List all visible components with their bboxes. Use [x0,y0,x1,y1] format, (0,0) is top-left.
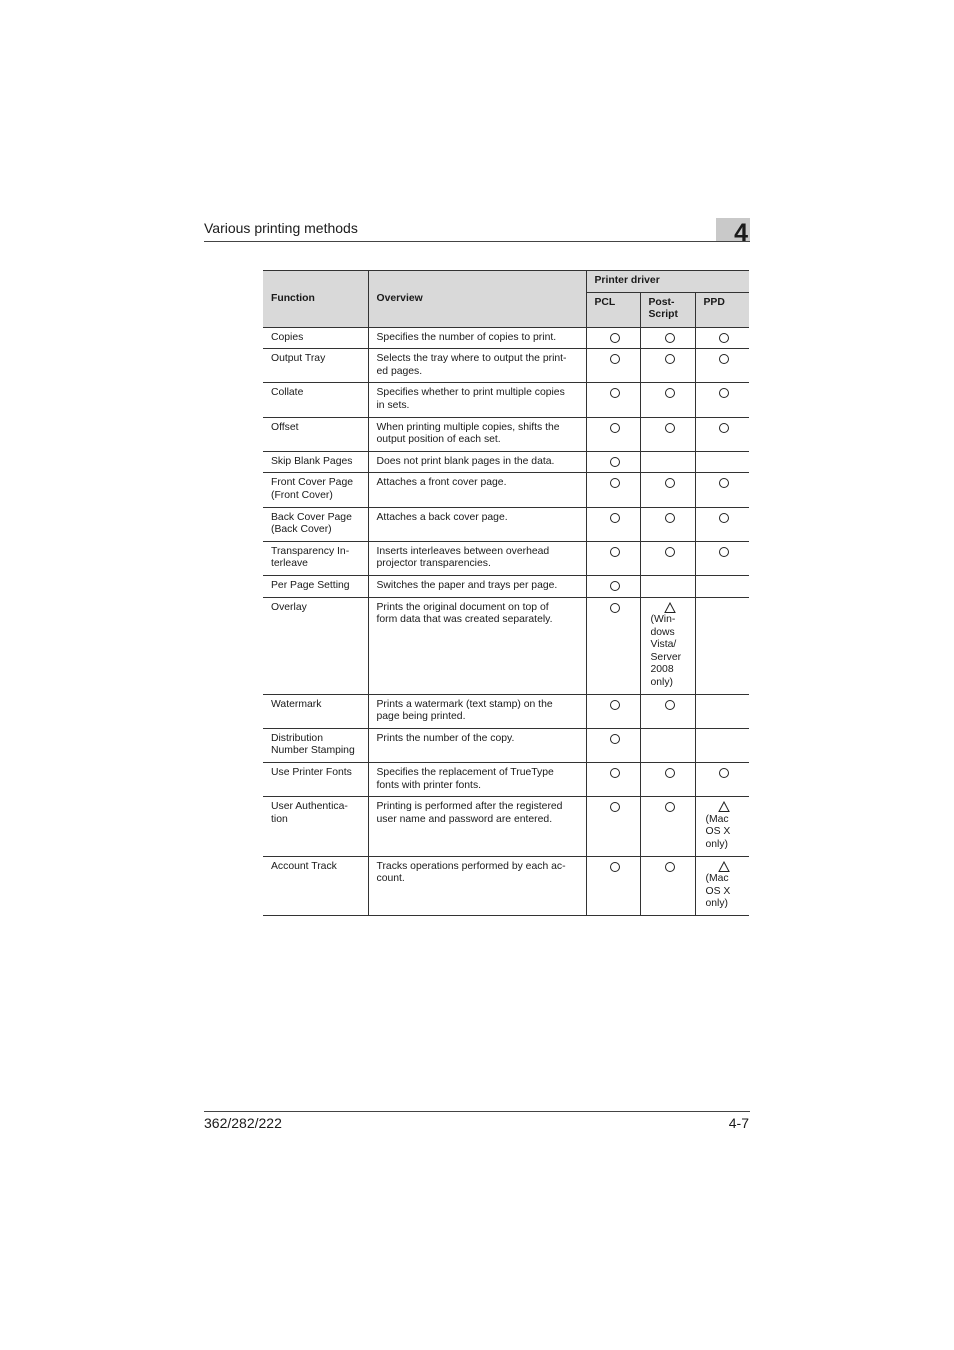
supported-circle-icon [595,861,636,874]
postscript-support-cell [640,575,695,597]
header-pcl: PCL [586,292,640,327]
ppd-support-cell [695,797,749,856]
ppd-support-cell [695,507,749,541]
table-row [263,541,749,575]
function-cell: Collate [263,383,368,417]
pcl-support-cell [586,507,640,541]
postscript-support-cell [640,856,695,915]
supported-circle-icon [595,512,636,525]
table-row [263,451,749,473]
function-cell: Back Cover Page (Back Cover) [263,507,368,541]
overview-cell: When printing multiple copies, shifts the output position of each set. [368,417,586,451]
header-postscript: Post- Script [640,292,695,327]
supported-circle-icon [649,332,691,345]
overview-cell: Tracks operations performed by each ac- count. [368,856,586,915]
postscript-support-cell [640,694,695,728]
supported-circle-icon [704,353,746,366]
ppd-support-cell [695,575,749,597]
page-header-title: Various printing methods [204,220,358,236]
function-cell: Offset [263,417,368,451]
function-cell: Copies [263,327,368,349]
supported-circle-icon [595,767,636,780]
header-ppd: PPD [695,292,749,327]
ppd-support-cell [695,728,749,762]
postscript-support-cell [640,597,695,694]
table-row [263,575,749,597]
pcl-support-cell [586,797,640,856]
postscript-support-cell [640,797,695,856]
overview-cell: Specifies the number of copies to print. [368,327,586,349]
header-rule [204,241,750,242]
ppd-support-cell [695,541,749,575]
table-row [263,597,749,694]
overview-cell: Specifies whether to print multiple copies in sets. [368,383,586,417]
supported-circle-icon [649,512,691,525]
partial-triangle-icon [649,602,691,615]
supported-circle-icon [704,332,746,345]
footer-model-number: 362/282/222 [204,1115,282,1131]
pcl-support-cell [586,694,640,728]
ppd-support-cell [695,763,749,797]
ppd-support-cell [695,349,749,383]
function-cell: Watermark [263,694,368,728]
footer-page-number: 4-7 [728,1115,749,1131]
supported-circle-icon [595,353,636,366]
postscript-support-cell [640,383,695,417]
supported-circle-icon [595,602,636,615]
table-row [263,507,749,541]
function-cell: Transparency In- terleave [263,541,368,575]
postscript-support-cell [640,417,695,451]
supported-circle-icon [595,477,636,490]
overview-cell: Attaches a back cover page. [368,507,586,541]
pcl-support-cell [586,349,640,383]
ppd-support-cell [695,417,749,451]
table-row [263,694,749,728]
overview-cell: Inserts interleaves between overhead projector transparencies. [368,541,586,575]
partial-triangle-icon [704,801,746,814]
postscript-support-cell [640,349,695,383]
supported-circle-icon [595,456,636,469]
table-row [263,417,749,451]
function-table [263,270,749,916]
supported-circle-icon [595,546,636,559]
overview-cell: Attaches a front cover page. [368,473,586,507]
supported-circle-icon [649,353,691,366]
postscript-support-cell [640,541,695,575]
overview-cell: Does not print blank pages in the data. [368,451,586,473]
pcl-support-cell [586,597,640,694]
table-body [263,327,749,915]
function-cell: Use Printer Fonts [263,763,368,797]
supported-circle-icon [704,767,746,780]
supported-circle-icon [649,861,691,874]
ppd-support-cell [695,451,749,473]
overview-cell: Prints the number of the copy. [368,728,586,762]
table-row [263,856,749,915]
function-cell: Overlay [263,597,368,694]
ppd-support-cell [695,383,749,417]
table-row [263,473,749,507]
overview-cell: Prints a watermark (text stamp) on the page being printed. [368,694,586,728]
header-overview: Overview [368,271,586,328]
supported-circle-icon [595,422,636,435]
postscript-support-cell [640,327,695,349]
function-cell: Output Tray [263,349,368,383]
supported-circle-icon [595,801,636,814]
postscript-support-cell [640,451,695,473]
supported-circle-icon [704,422,746,435]
overview-cell: Printing is performed after the registered user name and password are entered. [368,797,586,856]
function-cell: Front Cover Page (Front Cover) [263,473,368,507]
postscript-support-cell [640,507,695,541]
pcl-support-cell [586,327,640,349]
supported-circle-icon [595,580,636,593]
pcl-support-cell [586,451,640,473]
pcl-support-cell [586,856,640,915]
supported-circle-icon [704,477,746,490]
pcl-support-cell [586,473,640,507]
supported-circle-icon [704,546,746,559]
support-note: (Mac OS X only) [705,873,731,910]
table-row [263,383,749,417]
pcl-support-cell [586,541,640,575]
function-cell: User Authentica- tion [263,797,368,856]
ppd-support-cell [695,473,749,507]
footer-rule [204,1111,750,1112]
supported-circle-icon [649,699,691,712]
overview-cell: Switches the paper and trays per page. [368,575,586,597]
ppd-support-cell [695,694,749,728]
supported-circle-icon [649,477,691,490]
chapter-number-tab [716,218,750,247]
supported-circle-icon [704,512,746,525]
overview-cell: Prints the original document on top of form data that was created separately. [368,597,586,694]
postscript-support-cell [640,473,695,507]
pcl-support-cell [586,763,640,797]
table-row [263,797,749,856]
overview-cell: Specifies the replacement of TrueType fonts with printer fonts. [368,763,586,797]
table-row [263,349,749,383]
postscript-support-cell [640,763,695,797]
table-row [263,327,749,349]
postscript-support-cell [640,728,695,762]
table-row [263,728,749,762]
chapter-number: 4 [734,219,748,247]
overview-cell: Selects the tray where to output the print- ed pages. [368,349,586,383]
support-note: (Mac OS X only) [705,813,731,850]
partial-triangle-icon [704,861,746,874]
pcl-support-cell [586,383,640,417]
supported-circle-icon [649,801,691,814]
supported-circle-icon [649,546,691,559]
ppd-support-cell [695,327,749,349]
support-note: (Win- dows Vista/ Server 2008 only) [650,614,682,689]
supported-circle-icon [595,733,636,746]
function-cell: Account Track [263,856,368,915]
supported-circle-icon [649,387,691,400]
header-printer-driver: Printer driver [586,271,749,293]
pcl-support-cell [586,728,640,762]
supported-circle-icon [649,767,691,780]
supported-circle-icon [704,387,746,400]
header-function: Function [263,271,368,328]
supported-circle-icon [595,387,636,400]
function-cell: Skip Blank Pages [263,451,368,473]
function-cell: Per Page Setting [263,575,368,597]
ppd-support-cell [695,597,749,694]
supported-circle-icon [595,699,636,712]
pcl-support-cell [586,575,640,597]
ppd-support-cell [695,856,749,915]
function-cell: Distribution Number Stamping [263,728,368,762]
table-row [263,763,749,797]
pcl-support-cell [586,417,640,451]
supported-circle-icon [649,422,691,435]
supported-circle-icon [595,332,636,345]
